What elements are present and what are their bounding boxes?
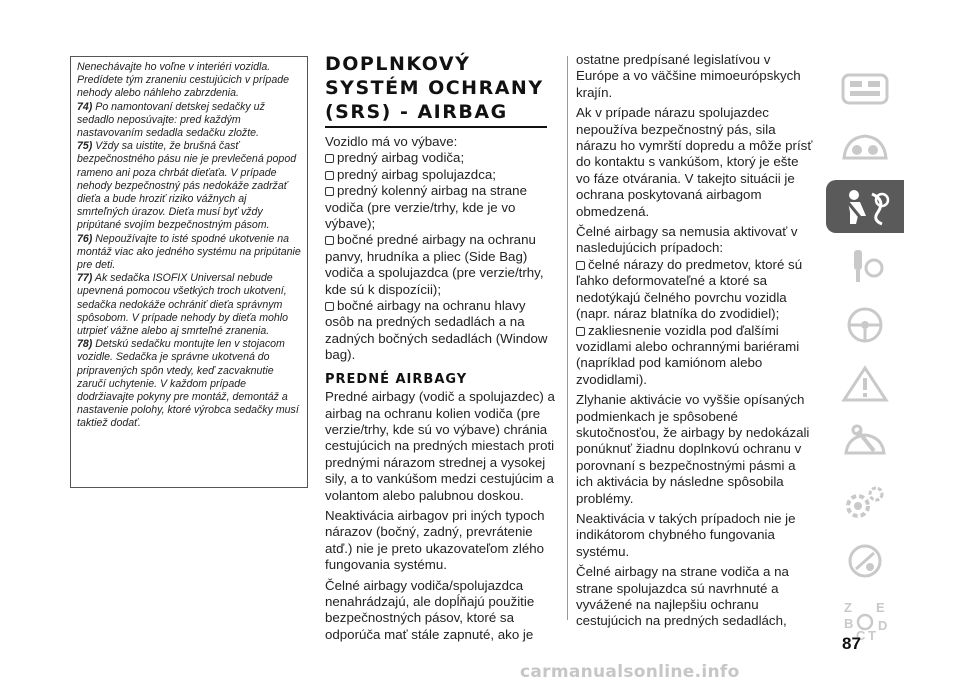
index-letter: T xyxy=(868,627,876,642)
paragraph: Zlyhanie aktivácie vo vyššie opísaných podmienkach je spôsobené skutočnosťou, že airbagy by nedokázali ponúknuť žiadnu doplnkovú ochranu v porovnaní s bezpečnostnými pásmi a ich aktivácia by následne spôsobila problémy. xyxy=(576,392,810,506)
bullet-box-icon xyxy=(325,154,334,163)
paragraph: Neaktivácia v takých prípadoch nie je indikátorom chybného fungovania systému. xyxy=(576,510,796,559)
warning-item-74: 74) Po namontovaní detskej sedačky už sedadlo neposúvajte: pred každým nastavovaním sedadla sedačku zložte. xyxy=(77,100,265,140)
index-letter: C xyxy=(856,627,866,642)
sidebar-tab-safety[interactable] xyxy=(826,180,904,233)
warning-item-76: 76) Nepoužívajte to isté spodné ukotvenie na montáž viac ako jedného systému na pripútanie pre deti. xyxy=(77,232,301,272)
paragraph: Ak v prípade nárazu spolujazdec nepoužíva bezpečnostný pás, sila nárazu ho vymrští dopredu a môže prísť do kontaktu s vankúšom, ktorý je ešte vo fáze otvárania. V takejto situácii je ochrana poskytovaná airbagom obmedzená. xyxy=(576,105,813,219)
warning-item-77: 77) Ak sedačka ISOFIX Universal nebude upevnená pomocou všetkých troch ukotvení, sedačka nedokáže ochrániť dieťa správnym spôsobom. V prípade nehody by dieťa mohlo utrpieť vážne alebo aj smrteľné zranenia. xyxy=(77,272,289,338)
title-underline xyxy=(325,126,547,128)
warning-box xyxy=(70,56,308,488)
list-item: predný kolenný airbag na strane vodiča (pre verzie/trhy, kde je vo výbave); xyxy=(325,183,527,232)
index-letter: E xyxy=(876,599,885,615)
paragraph: Neaktivácia airbagov pri iných typoch nárazov (bočný, zadný, prevrátenie atď.) nie je preto ukazovateľom zlého fungovania systému. xyxy=(325,507,545,573)
warning-item-75: 75) Vždy sa uistite, že brušná časť bezpečnostného pásu nie je prevlečená popod rameno ani poza chrbát dieťaťa. V prípade nehody bezpečnostný pás nedokáže zadržať dieťa a bude hroziť riziko vážnych aj smrteľných úrazov. Dieťa musí byť vždy pripútané svojím bezpečnostným pásom. xyxy=(77,140,297,232)
bullet-box-icon xyxy=(576,261,585,270)
intro-text: Vozidlo má vo výbave: xyxy=(325,134,458,149)
column-divider xyxy=(567,56,568,620)
paragraph: Čelné airbagy vodiča/spolujazdca nenahrádzajú, ale dopĺňajú použitie bezpečnostných pásov, ktoré sa odporúča mať stále zapnuté, ako je xyxy=(325,577,535,642)
bullet-box-icon xyxy=(325,187,334,196)
specs-icon xyxy=(840,541,890,581)
warning-item-78: 78) Detskú sedačku montujte len v stojacom vozidle. Sedačka je správne ukotvená do pripravených spôn vtedy, keď zacvaknutie zaručí uchytenie. V každom prípade dodržiavajte pokyny pre montáž, demontáž a nastavenie polohy, ktoré výrobca sedačky musí taktiež dodať. xyxy=(77,338,299,430)
seat-airbag-icon xyxy=(838,186,892,228)
sidebar-tab-maintenance[interactable] xyxy=(826,416,904,469)
section-title: DOPLNKOVÝ SYSTÉM OCHRANY (SRS) - AIRBAG xyxy=(325,53,544,123)
list-item: predný airbag spolujazdca; xyxy=(325,167,555,183)
sidebar-tab-emergency[interactable] xyxy=(826,357,904,410)
list-item: predný airbag vodiča; xyxy=(325,150,555,166)
page-number: 87 xyxy=(842,634,861,653)
paragraph: Predné airbagy (vodič a spolujazdec) a airbag na ochranu kolien vodiča (pre verzie/trhy, kde sú vo výbave) chránia cestujúcich na predných miestach proti prednými nárazom strednej a vysokej sily, a to vankúšom medzi cestujúcim a volantom alebo palubnou doskou. xyxy=(325,389,555,503)
wrench-car-icon xyxy=(840,423,890,463)
main-column xyxy=(325,52,555,643)
chapter-sidebar xyxy=(826,62,904,652)
right-column xyxy=(576,52,816,630)
key-ignition-icon xyxy=(840,246,890,286)
gears-icon xyxy=(840,482,890,522)
bullet-box-icon xyxy=(325,236,334,245)
bullet-box-icon xyxy=(576,327,585,336)
bullet-box-icon xyxy=(325,171,334,180)
car-dashboard-icon xyxy=(840,128,890,168)
warning-triangle-icon xyxy=(840,364,890,404)
index-letter: Z xyxy=(844,599,852,615)
list-item: čelné nárazy do predmetov, ktoré sú ľahko deformovateľné a ktoré sa nedotýkajú čelného povrchu vozidla (napr. náraz blatníka do zvodidiel); xyxy=(576,256,803,322)
bullet-box-icon xyxy=(325,302,334,311)
sidebar-tab-index[interactable] xyxy=(826,593,904,646)
subheading: PREDNÉ AIRBAGY xyxy=(325,371,468,387)
steering-wheel-icon xyxy=(840,305,890,345)
index-letter: B xyxy=(844,615,854,631)
dashboard-icon xyxy=(840,69,890,109)
sidebar-tab-multimedia[interactable] xyxy=(826,534,904,587)
sidebar-tab-starting[interactable] xyxy=(826,239,904,292)
list-item: bočné airbagy na ochranu hlavy osôb na predných sedadlách a na zadných bočných sedadlách (Window bag). xyxy=(325,298,548,363)
index-letter: D xyxy=(878,617,888,633)
paragraph: ostatne predpísané legislatívou v Európe a vo väčšine mimoeurópskych krajín. xyxy=(576,52,801,100)
sidebar-tab-car-dashboard[interactable] xyxy=(826,121,904,174)
paragraph: Čelné airbagy na strane vodiča a na strane spolujazdca sú navrhnuté a vyvážené na najlepšiu ochranu cestujúcich na predných sedadlách, xyxy=(576,564,789,629)
sidebar-tab-driving[interactable] xyxy=(826,298,904,351)
watermark: carmanualsonline.info xyxy=(520,662,740,682)
list-item: zakliesnenie vozidla pod ďalšími vozidlami alebo ochrannými bariérami (napríklad pod kamiónom alebo zvodidlami). xyxy=(576,322,800,387)
sidebar-tab-dashboard[interactable] xyxy=(826,62,904,115)
warning-intro: Nenechávajte ho voľne v interiéri vozidla. Predídete tým zraneniu cestujúcich v prípade nehody alebo náhleho zabrzdenia. xyxy=(77,61,289,100)
sidebar-tab-technical-data[interactable] xyxy=(826,475,904,528)
paragraph: Čelné airbagy sa nemusia aktivovať v nasledujúcich prípadoch: xyxy=(576,224,798,256)
list-item: bočné predné airbagy na ochranu panvy, hrudníka a pliec (Side Bag) vodiča a spolujazdca (pre verzie/trhy, kde sú k dispozícii); xyxy=(325,232,544,297)
